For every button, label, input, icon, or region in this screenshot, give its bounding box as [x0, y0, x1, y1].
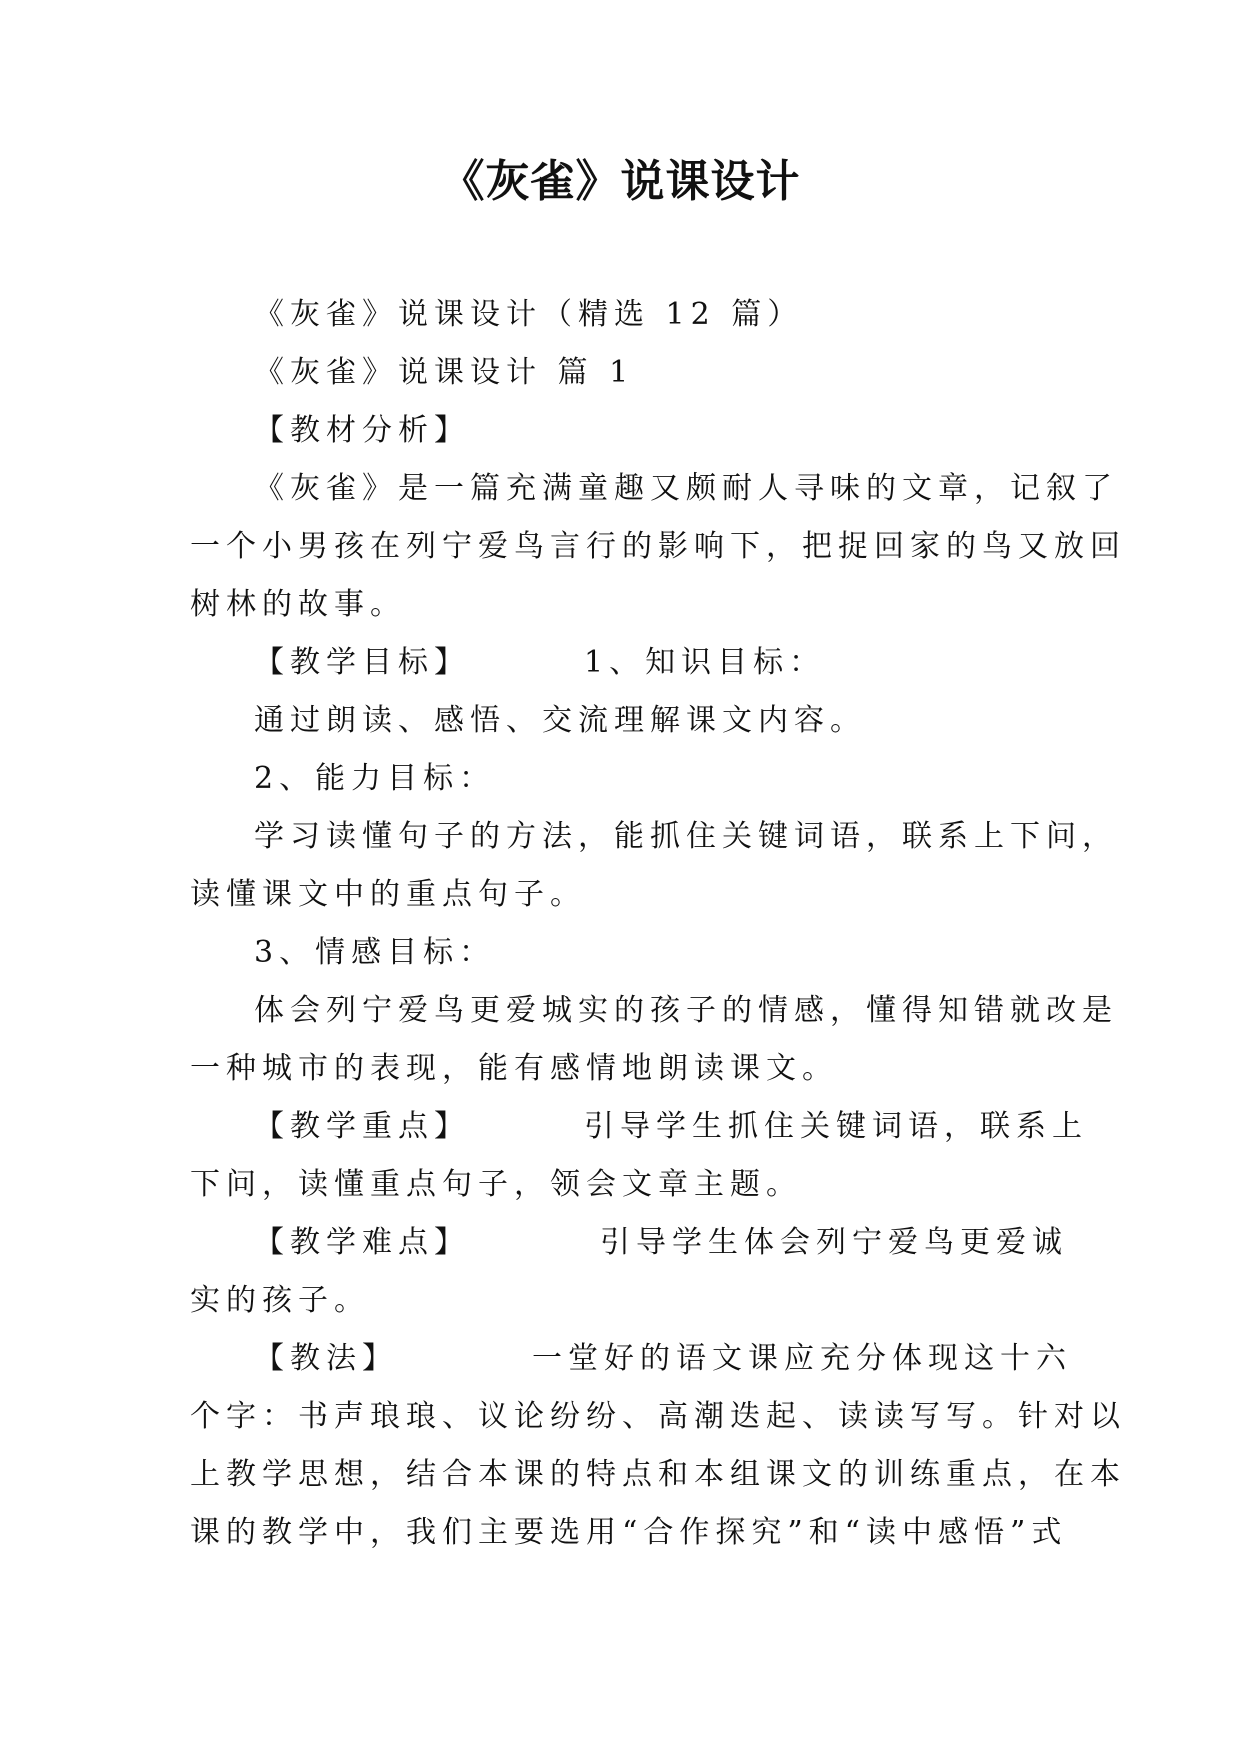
paragraph-line: 树林的故事。	[190, 587, 406, 622]
paragraph-line: 个字：书声琅琅、议论纷纷、高潮迭起、读读写写。针对以	[190, 1399, 1126, 1434]
paragraph-line: 上教学思想，结合本课的特点和本组课文的训练重点，在本	[190, 1457, 1126, 1492]
paragraph-line: 一个小男孩在列宁爱鸟言行的影响下，把捉回家的鸟又放回	[190, 529, 1126, 564]
goal-heading-emotion: 3、情感目标：	[254, 935, 496, 970]
paragraph-line: 一堂好的语文课应充分体现这十六	[532, 1341, 1072, 1376]
section-label-textbook-analysis: 【教材分析】	[254, 413, 470, 448]
paragraph-line: 读懂课文中的重点句子。	[190, 877, 586, 912]
paragraph-line: 通过朗读、感悟、交流理解课文内容。	[254, 703, 866, 738]
subtitle-line: 《灰雀》说课设计（精选 12 篇）	[254, 297, 804, 332]
paragraph-line: 学习读懂句子的方法，能抓住关键词语，联系上下问，	[254, 819, 1118, 854]
goal-heading-ability: 2、能力目标：	[254, 761, 496, 796]
section-label-teaching-goals: 【教学目标】	[254, 645, 470, 680]
section-label-key-points: 【教学重点】	[254, 1109, 470, 1144]
section-label-teaching-method: 【教法】	[254, 1341, 398, 1376]
paragraph-line: 引导学生抓住关键词语，联系上	[584, 1109, 1088, 1144]
goal-heading-knowledge: 1、知识目标：	[584, 645, 826, 680]
section-heading: 《灰雀》说课设计 篇 1	[254, 355, 635, 390]
paragraph-line: 《灰雀》是一篇充满童趣又颇耐人寻味的文章，记叙了	[254, 471, 1118, 506]
document-title: 《灰雀》说课设计	[440, 156, 801, 207]
section-label-difficulties: 【教学难点】	[254, 1225, 470, 1260]
paragraph-line: 下问，读懂重点句子，领会文章主题。	[190, 1167, 802, 1202]
paragraph-line: 实的孩子。	[190, 1283, 370, 1318]
paragraph-line: 引导学生体会列宁爱鸟更爱诚	[600, 1225, 1068, 1260]
paragraph-line: 课的教学中，我们主要选用“合作探究”和“读中感悟”式	[190, 1515, 1068, 1550]
paragraph-line: 一种城市的表现，能有感情地朗读课文。	[190, 1051, 838, 1086]
paragraph-line: 体会列宁爱鸟更爱城实的孩子的情感，懂得知错就改是	[254, 993, 1118, 1028]
